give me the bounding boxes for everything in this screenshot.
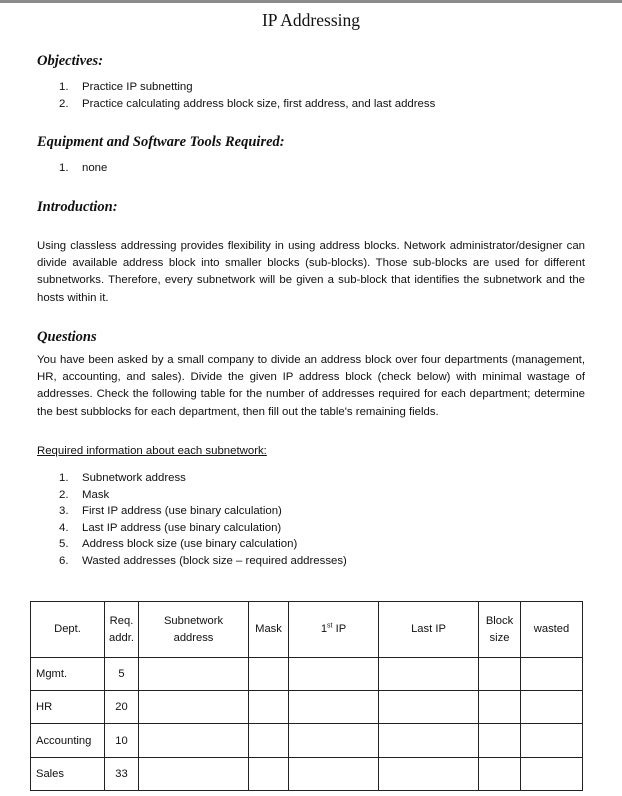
header-dept: Dept. xyxy=(31,602,105,658)
req-cell: 5 xyxy=(105,658,139,691)
table-row xyxy=(31,724,583,758)
equipment-heading: Equipment and Software Tools Required: xyxy=(37,134,285,150)
list-number: 5. xyxy=(59,538,69,551)
list-item xyxy=(59,96,435,113)
list-item xyxy=(59,536,347,553)
req-cell: 20 xyxy=(105,691,139,724)
table-row xyxy=(31,658,583,691)
questions-heading: Questions xyxy=(37,329,97,345)
block-size-cell[interactable] xyxy=(479,758,521,791)
first-ip-cell[interactable] xyxy=(289,658,379,691)
list-text: Last IP address (use binary calculation) xyxy=(82,521,282,534)
list-text: none xyxy=(82,162,108,174)
block-size-cell[interactable] xyxy=(479,724,521,758)
list-item xyxy=(59,503,347,520)
introduction-heading: Introduction: xyxy=(37,199,118,215)
block-size-cell[interactable] xyxy=(479,691,521,724)
wasted-cell[interactable] xyxy=(521,724,583,758)
dept-cell: Sales xyxy=(31,758,105,791)
introduction-paragraph: Using classless addressing provides flexibility in using address blocks. Network administrator/designer can divide available address block into smaller blocks (sub-blocks). Those sub-blocks are used for different subnetworks. Therefore, every subnetwork will be given a sub-block that identifies the subnetwork and the hosts within it. xyxy=(37,240,585,304)
first-ip-cell[interactable] xyxy=(289,724,379,758)
list-text: Wasted addresses (block size – required addresses) xyxy=(82,554,347,567)
list-number: 1. xyxy=(59,81,69,93)
list-number: 4. xyxy=(59,521,69,534)
first-ip-cell[interactable] xyxy=(289,691,379,724)
list-number: 2. xyxy=(59,97,69,110)
dept-cell: Accounting xyxy=(31,724,105,758)
subnet-address-cell[interactable] xyxy=(139,658,249,691)
wasted-cell[interactable] xyxy=(521,691,583,724)
list-item xyxy=(59,487,347,504)
list-text: Address block size (use binary calculation) xyxy=(82,538,298,551)
list-number: 3. xyxy=(59,505,69,518)
top-rule xyxy=(0,0,622,3)
list-text: Practice IP subnetting xyxy=(82,81,193,93)
req-cell: 10 xyxy=(105,724,139,758)
wasted-cell[interactable] xyxy=(521,658,583,691)
list-item xyxy=(59,79,435,96)
subnet-table xyxy=(30,601,583,791)
header-mask: Mask xyxy=(249,602,289,658)
list-text: Subnetwork address xyxy=(82,472,186,484)
mask-cell[interactable] xyxy=(249,724,289,758)
table-header-row xyxy=(31,602,583,658)
header-req-addr: Req. addr. xyxy=(105,602,139,658)
last-ip-cell[interactable] xyxy=(379,724,479,758)
header-last-ip: Last IP xyxy=(379,602,479,658)
block-size-cell[interactable] xyxy=(479,658,521,691)
list-text: Mask xyxy=(82,488,110,501)
list-item xyxy=(59,520,347,537)
mask-cell[interactable] xyxy=(249,691,289,724)
list-number: 2. xyxy=(59,488,69,501)
header-first-ip: 1st IP xyxy=(289,602,379,658)
last-ip-cell[interactable] xyxy=(379,658,479,691)
objectives-heading: Objectives: xyxy=(37,53,104,69)
list-number: 1. xyxy=(59,472,69,484)
header-subnet-address: Subnetwork address xyxy=(139,602,249,658)
dept-cell: HR xyxy=(31,691,105,724)
mask-cell[interactable] xyxy=(249,758,289,791)
header-wasted: wasted xyxy=(521,602,583,658)
subnet-address-cell[interactable] xyxy=(139,724,249,758)
list-text: Practice calculating address block size, first address, and last address xyxy=(82,97,436,110)
questions-paragraph: You have been asked by a small company to divide an address block over four departments (management, HR, accounting, and sales). Divide the given IP address block (check below) with minimal wastage of addresses. Check the following table for the number of addresses required for each department; determine the best subblocks for each department, then fill out the table's remaining fields. xyxy=(37,354,585,418)
page-title: IP Addressing xyxy=(261,10,361,30)
header-block-size: Block size xyxy=(479,602,521,658)
list-number: 6. xyxy=(59,554,69,567)
objectives-list xyxy=(59,79,435,112)
table-row xyxy=(31,691,583,724)
first-ip-cell[interactable] xyxy=(289,758,379,791)
table-row xyxy=(31,758,583,791)
equipment-list xyxy=(59,160,107,177)
wasted-cell[interactable] xyxy=(521,758,583,791)
list-number: 1. xyxy=(59,162,69,174)
required-info-list xyxy=(59,470,347,570)
mask-cell[interactable] xyxy=(249,658,289,691)
list-item xyxy=(59,553,347,570)
subnet-address-cell[interactable] xyxy=(139,691,249,724)
req-cell: 33 xyxy=(105,758,139,791)
required-info-heading: Required information about each subnetwork: xyxy=(37,445,267,457)
list-text: First IP address (use binary calculation) xyxy=(82,505,282,518)
subnet-address-cell[interactable] xyxy=(139,758,249,791)
last-ip-cell[interactable] xyxy=(379,758,479,791)
list-item xyxy=(59,160,107,177)
dept-cell: Mgmt. xyxy=(31,658,105,691)
last-ip-cell[interactable] xyxy=(379,691,479,724)
list-item xyxy=(59,470,347,487)
